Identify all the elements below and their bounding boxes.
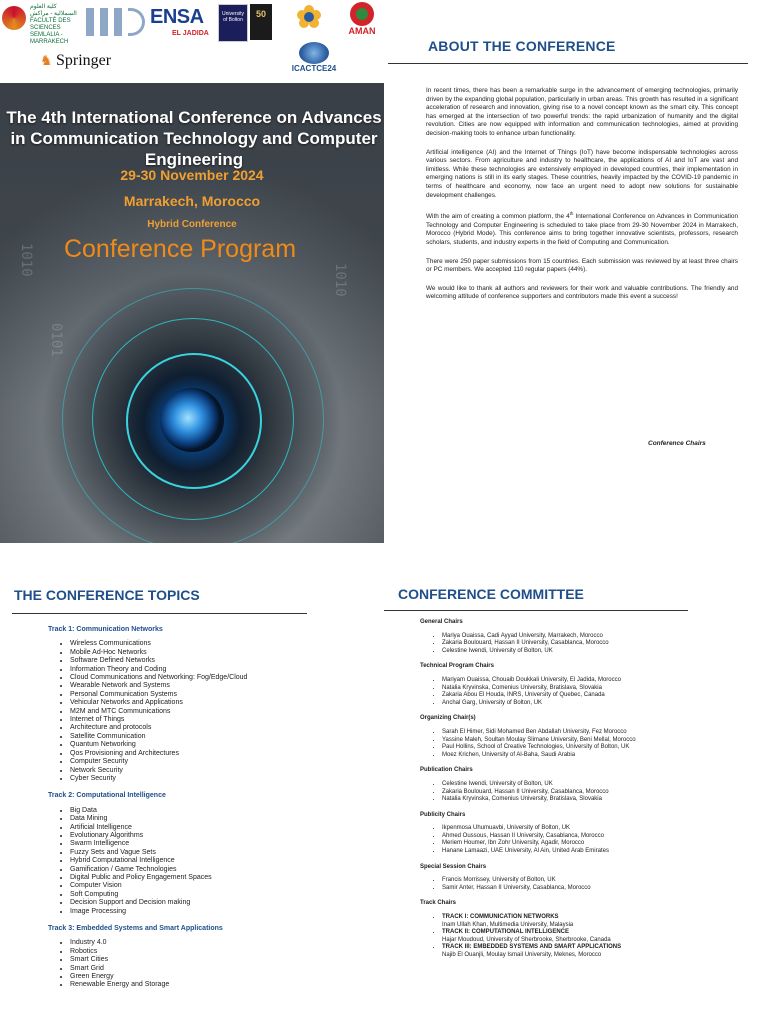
- aman-logo: [342, 2, 382, 38]
- topic-item: • Smart Grid: [70, 965, 378, 973]
- conference-title: The 4th International Conference on Advances in Communication Technology and Computer Engineering: [6, 108, 382, 169]
- track-chair-person: Hajar Moudoud, University of Sherbrooke, Sherbrooke, Canada: [442, 936, 611, 943]
- topic-item: • Cyber Security: [70, 775, 378, 783]
- committee-member: • Natalia Kryvinska, Comenius University, Bratislava, Slovakia: [442, 796, 750, 804]
- committee-member-list: [420, 877, 750, 892]
- topic-item: • Satellite Communication: [70, 733, 378, 741]
- committee-group-heading: Publicity Chairs: [420, 811, 466, 818]
- fifty-logo-text: 50: [255, 9, 266, 19]
- topic-item: • Computer Vision: [70, 882, 378, 890]
- track-heading: Track 3: Embedded Systems and Smart Applications: [48, 925, 223, 932]
- committee-group-heading: Organizing Chair(s): [420, 715, 476, 722]
- committee-member: • Yassine Maleh, Soultan Moulay Slimane University, Beni Mellal, Morocco: [442, 737, 750, 745]
- track-chairs-list: [420, 914, 750, 960]
- binary-decoration: 1010: [18, 243, 34, 277]
- conference-date: 29-30 November 2024: [120, 167, 264, 183]
- topic-item: • Swarm Intelligence: [70, 840, 378, 848]
- topic-item: • Personal Communication Systems: [70, 691, 378, 699]
- topic-item: • Internet of Things: [70, 716, 378, 724]
- track-chair-item: [442, 914, 750, 929]
- committee-member: • Mariyam Ouaissa, Chouaib Doukkali University, El Jadida, Morocco: [442, 677, 750, 685]
- topic-item: • Vehicular Networks and Applications: [70, 699, 378, 707]
- topic-item: • Data Mining: [70, 815, 378, 823]
- track-chairs-heading: Track Chairs: [420, 900, 457, 907]
- topic-item: • Cloud Communications and Networking: Fog/Edge/Cloud: [70, 674, 378, 682]
- topic-item: • Wearable Network and Systems: [70, 682, 378, 690]
- faculty-emblem-icon: [2, 6, 26, 30]
- topic-item: • Green Energy: [70, 973, 378, 981]
- about-paragraph: In recent times, there has been a remarkable surge in the advancement of emerging technologies, primarily driven by the expanding global population, particularly in urban areas. This growth has resulted in a significant acceleration of research and innovation, giving rise to a novel concept known as the smart city. This concept has emerged at the intersection of two powerful trends: the rapid urbanization of humanity and the digital revolution. Cities are now equipped with information and communication technologies, aimed at providing decision-making tools to enhance urban functionality.: [426, 87, 738, 137]
- icactce-logo: [286, 42, 342, 80]
- topic-item: • Gamification / Game Technologies: [70, 866, 378, 874]
- committee-member-list: [420, 781, 750, 804]
- about-title: ABOUT THE CONFERENCE: [428, 38, 616, 54]
- topic-item: • Architecture and protocols: [70, 724, 378, 732]
- committee-member: • Natalia Kryvinska, Comenius University, Bratislava, Slovakia: [442, 685, 750, 693]
- topic-item: • Information Theory and Coding: [70, 666, 378, 674]
- faculty-sciences-logo: [2, 2, 80, 45]
- committee-member: • Meriem Houmer, Ibn Zohr University, Agadir, Morocco: [442, 840, 750, 848]
- committee-member: • Mariya Ouaissa, Cadi Ayyad University, Marrakech, Morocco: [442, 633, 750, 641]
- bolton-logo-text: University of Bolton: [222, 11, 244, 23]
- track-heading: Track 1: Communication Networks: [48, 626, 163, 633]
- topic-item: • Network Security: [70, 767, 378, 775]
- bolton-logo: [218, 4, 248, 42]
- conference-mode: Hybrid Conference: [147, 219, 237, 230]
- committee-divider: [384, 610, 688, 611]
- committee-member: • Ikpenmosa Uhumuavbi, University of Bolton, UK: [442, 825, 750, 833]
- track-chair-item: [442, 929, 750, 944]
- flower-emblem-icon: [296, 4, 322, 34]
- committee-member: • Francis Morrissey, University of Bolton, UK: [442, 877, 750, 885]
- about-paragraph: We would like to thank all authors and reviewers for their work and valuable contributions. The friendly and welcoming attitude of conference supporters and contributors made this event a success!: [426, 284, 738, 301]
- springer-horse-icon: ♞: [40, 54, 53, 69]
- committee-member: • Sarah El Himer, Sidi Mohamed Ben Abdallah University, Fez Morocco: [442, 729, 750, 737]
- topic-item: • Decision Support and Decision making: [70, 899, 378, 907]
- committee-member-list: [420, 825, 750, 855]
- committee-member: • Samir Anter, Hassan II University, Casablanca, Morocco: [442, 885, 750, 893]
- track-heading: Track 2: Computational Intelligence: [48, 792, 166, 800]
- committee-member: • Ahmed Oussous, Hassan II University, Casablanca, Morocco: [442, 833, 750, 841]
- conference-program-title: Conference Program: [63, 235, 297, 263]
- about-paragraph: With the aim of creating a common platform, the 4th International Conference on Advances in Communication Technology and Computer Engineering is scheduled to take place from 29-30 November 2024 in Marrakech, Morocco (Hybrid Mode). This conference aims to bring together innovative scientists, professors, research scholars, students, and industry experts in the field of Computing and Communication.: [426, 211, 738, 247]
- committee-group-heading: Publication Chairs: [420, 767, 473, 774]
- brain-icon: [299, 42, 329, 64]
- topic-item: • Artificial Intelligence: [70, 824, 378, 832]
- committee-title: CONFERENCE COMMITTEE: [398, 586, 584, 602]
- springer-logo-text: Springer: [56, 52, 112, 69]
- topic-item: • M2M and MTC Communications: [70, 708, 378, 716]
- topic-item: • Renewable Energy and Storage: [70, 981, 378, 989]
- about-body: [426, 87, 738, 312]
- track-chair-track: TRACK II: COMPUTATIONAL INTELLIGENCE: [442, 929, 569, 936]
- about-paragraph: There were 250 paper submissions from 15 countries. Each submission was reviewed by at least three chairs or PC members. We accepted 110 regular papers (44%).: [426, 257, 738, 274]
- track-topic-list: [48, 807, 378, 916]
- topic-item: • Big Data: [70, 807, 378, 815]
- committee-member: • Anchal Garg, University of Bolton, UK: [442, 700, 750, 708]
- topic-item: • Software Defined Networks: [70, 657, 378, 665]
- track-chair-track: TRACK III: EMBEDDED SYSTEMS AND SMART APPLICATIONS: [442, 944, 622, 951]
- topics-list: [48, 626, 378, 999]
- committee-member: • Zakaria Boulouard, Hassan II University, Casablanca, Morocco: [442, 789, 750, 797]
- topic-item: • Smart Cities: [70, 956, 378, 964]
- conference-place: Marrakech, Morocco: [123, 193, 261, 209]
- track-chair-item: [442, 944, 750, 959]
- committee-member: • Celestine Iwendi, University of Bolton, UK: [442, 781, 750, 789]
- committee-group-heading: Technical Program Chairs: [420, 663, 494, 670]
- topic-item: • Evolutionary Algorithms: [70, 832, 378, 840]
- faculty-logo-text: كلية العلوم السملالية - مراكش FACULTÉ DES SCIENCES SEMLALIA - MARRAKECH: [30, 4, 77, 45]
- topic-item: • Wireless Communications: [70, 640, 378, 648]
- ensa-logo: [150, 6, 212, 40]
- committee-member: • Zakaria Abou El Houda, INRS, University of Quebec, Canada: [442, 692, 750, 700]
- topic-item: • Fuzzy Sets and Vague Sets: [70, 849, 378, 857]
- topic-item: • Qos Provisioning and Architectures: [70, 750, 378, 758]
- topic-item: • Quantum Networking: [70, 741, 378, 749]
- committee-member: • Hanane Lamaazi, UAE University, Al Ain, United Arab Emirates: [442, 848, 750, 856]
- binary-decoration: 1010: [332, 263, 348, 297]
- icactce-logo-text: ICACTCE24: [291, 64, 337, 73]
- topics-divider: [12, 613, 307, 614]
- committee-member-list: [420, 677, 750, 707]
- topic-item: • Robotics: [70, 948, 378, 956]
- topic-item: • Hybrid Computational Intelligence: [70, 857, 378, 865]
- committee-member-list: [420, 729, 750, 759]
- committee-member: • Moez Krichen, University of Al-Baha, Saudi Arabia: [442, 752, 750, 760]
- cover-image: [0, 83, 384, 543]
- track-chair-track: TRACK I: COMMUNICATION NETWORKS: [442, 914, 559, 921]
- committee-list: [420, 619, 750, 968]
- topic-item: • Soft Computing: [70, 891, 378, 899]
- university-hassan-logo: [86, 8, 146, 38]
- ensa-logo-sub: EL JADIDA: [172, 30, 209, 37]
- about-divider: [388, 63, 748, 64]
- committee-member: • Zakaria Boulouard, Hassan II University, Casablanca, Morocco: [442, 640, 750, 648]
- track-topic-list: [48, 939, 378, 989]
- track-chair-person: Inam Ullah Khan, Multimedia University, Malaysia: [442, 921, 574, 928]
- sponsor-logos: [0, 0, 390, 80]
- topic-item: • Mobile Ad-Hoc Networks: [70, 649, 378, 657]
- topic-item: • Digital Public and Policy Engagement Spaces: [70, 874, 378, 882]
- springer-logo: [40, 52, 111, 70]
- track-topic-list: [48, 640, 378, 783]
- topics-title: THE CONFERENCE TOPICS: [14, 587, 200, 603]
- committee-group-heading: General Chairs: [420, 619, 463, 625]
- committee-group-heading: Special Session Chairs: [420, 863, 487, 870]
- topic-item: • Industry 4.0: [70, 939, 378, 947]
- ensa-logo-text: ENSA: [150, 6, 204, 28]
- committee-member: • Celestine Iwendi, University of Bolton, UK: [442, 648, 750, 656]
- topic-item: • Computer Security: [70, 758, 378, 766]
- committee-member: • Paul Hollins, School of Creative Technologies, University of Bolton, UK: [442, 744, 750, 752]
- aman-logo-text: AMAN: [348, 26, 376, 36]
- binary-decoration: 0101: [48, 323, 64, 357]
- fifty-years-logo: [250, 4, 272, 40]
- eye-pupil: [160, 388, 224, 452]
- topic-item: • Image Processing: [70, 908, 378, 916]
- about-signature: Conference Chairs: [648, 440, 706, 447]
- about-paragraph: Artificial intelligence (AI) and the Internet of Things (IoT) have become indispensable technologies across various sectors. From agriculture and industry to healthcare, the applications of AI and IoT are vast and limitless. While these technologies are extensively employed in developed countries, their implementation in emerging nations is still in its early stages. These countries, heavily impacted by the COVID-19 pandemic in terms of healthcare and economy, now face an urgent need to adopt new solutions for sustainable development challenges.: [426, 148, 738, 199]
- committee-member-list: [420, 633, 750, 656]
- track-chair-person: Najib El Ouanjli, Moulay Ismail University, Meknes, Morocco: [442, 952, 602, 958]
